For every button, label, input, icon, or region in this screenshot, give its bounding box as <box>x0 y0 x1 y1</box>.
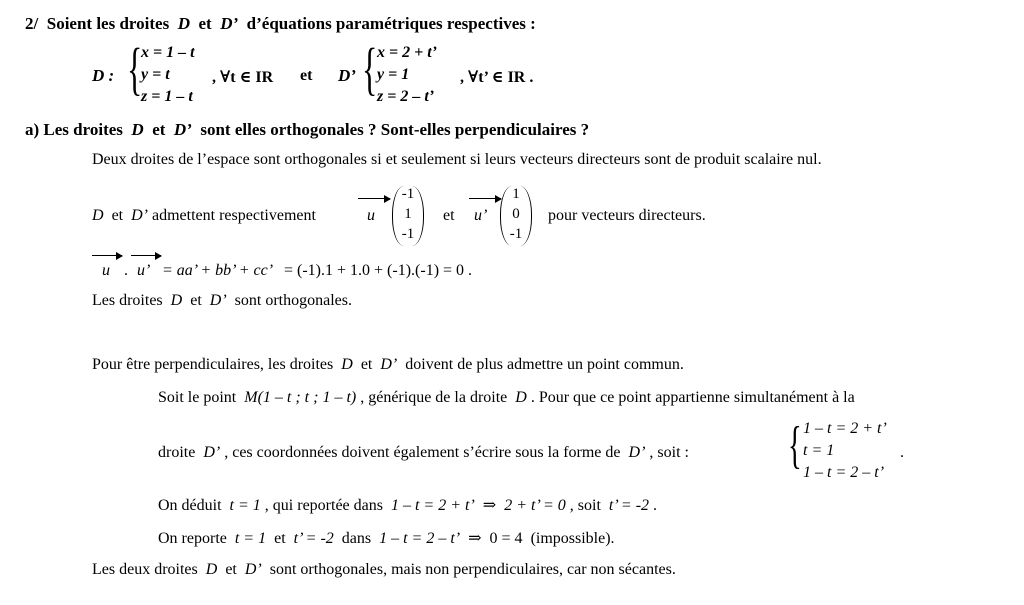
system-Dp-brace: { <box>362 36 378 101</box>
perp-intro-post: doivent de plus admettre un point commun. <box>405 356 684 373</box>
heading-number: 2/ <box>25 14 39 33</box>
point-line-D: D <box>515 389 527 406</box>
system-Dp-eq2: y = 1 <box>377 66 410 83</box>
coordinates-post: , soit : <box>649 444 689 461</box>
u-component-z: -1 <box>401 226 415 242</box>
dot-formula-numeric: = (-1).1 + 1.0 + (-1).(-1) = 0 . <box>284 262 473 279</box>
deduce-result: 2 + t’ = 0 <box>504 497 566 514</box>
report-et: et <box>274 530 286 547</box>
equation-system-end: . <box>900 444 904 461</box>
final-et: et <box>225 561 237 578</box>
report-t-value: t = 1 <box>234 530 267 547</box>
deduce-pre: On déduit <box>158 497 222 514</box>
line-Dp: D’ <box>220 14 239 33</box>
point-line-post: . Pour que ce point appartienne simultanément à la <box>530 389 855 406</box>
coordinates-Dp-2: D’ <box>628 444 646 461</box>
question-a <box>25 120 589 140</box>
vectors-intro <box>92 207 316 225</box>
deduction-line <box>158 495 657 515</box>
conclusion-orth-pre: Les droites <box>92 292 163 309</box>
line-D: D <box>177 14 190 33</box>
final-Dp: D’ <box>244 561 262 578</box>
coordinates-text <box>158 444 689 462</box>
deduce-soit: , soit <box>569 497 601 514</box>
perp-intro-pre: Pour être perpendiculaires, les droites <box>92 356 334 373</box>
system-D-brace: { <box>127 36 143 101</box>
point-line-mid: , générique de la droite <box>360 389 508 406</box>
deduce-end: . <box>653 497 658 514</box>
final-D: D <box>205 561 218 578</box>
heading-text: Soient les droites <box>46 14 170 33</box>
conclusion-orth-D: D <box>170 292 183 309</box>
perp-intro-Dp: D’ <box>380 356 398 373</box>
dot-u: u <box>102 262 110 279</box>
question-a-text: a) Les droites <box>25 120 123 139</box>
equation-system-eq3: 1 – t = 2 – t’ <box>803 464 885 481</box>
report-impossible: (impossible). <box>530 530 615 547</box>
vector-u: u <box>367 207 375 224</box>
equation-system-eq2: t = 1 <box>803 442 835 459</box>
equation-system-eq1: 1 – t = 2 + t’ <box>803 420 887 437</box>
up-component-y: 0 <box>512 206 520 222</box>
report-equation: 1 – t = 2 – t’ <box>379 530 461 547</box>
perpendicular-intro <box>92 356 684 374</box>
final-conclusion <box>92 561 676 579</box>
deduce-equation: 1 – t = 2 + t’ <box>390 497 475 514</box>
dot-up: u’ <box>137 262 151 279</box>
question-a-et: et <box>152 120 166 139</box>
system-connector: et <box>300 67 313 84</box>
deduce-mid: , qui reportée dans <box>264 497 383 514</box>
vector-up: u’ <box>474 207 488 224</box>
perp-intro-et: et <box>360 356 373 373</box>
deduce-t-value: t = 1 <box>229 497 261 514</box>
conclusion-orth-et: et <box>190 292 202 309</box>
dot-formula-general: = aa’ + bb’ + cc’ <box>162 262 274 279</box>
system-D-label: D : <box>92 66 115 85</box>
deduce-final: t’ = -2 <box>608 497 650 514</box>
generic-point-M: M(1 – t ; t ; 1 – t) <box>244 389 357 406</box>
system-Dp-eq1: x = 2 + t’ <box>377 44 438 61</box>
up-component-z: -1 <box>509 226 523 242</box>
coordinates-pre: droite <box>158 444 196 461</box>
up-component-x: 1 <box>512 186 520 202</box>
system-D-eq2: y = t <box>141 66 170 83</box>
dot-arrow-up <box>131 255 161 256</box>
final-post: sont orthogonales, mais non perpendiculaires, car non sécantes. <box>269 561 676 578</box>
system-Dp-eq3: z = 2 – t’ <box>377 88 435 105</box>
vectors-Dp: D’ <box>131 207 148 224</box>
u-component-y: 1 <box>404 206 412 222</box>
dot-operator: . <box>124 262 128 279</box>
vectors-admettent: admettent respectivement <box>152 207 316 224</box>
point-line-pre: Soit le point <box>158 389 237 406</box>
conclusion-orthogonal <box>92 292 352 310</box>
conclusion-orth-Dp: D’ <box>209 292 227 309</box>
implies-icon-2: ⇒ <box>468 530 482 547</box>
dot-arrow-u <box>92 255 122 256</box>
system-Dp-quantifier: , ∀t’ ∈ IR . <box>460 69 534 86</box>
report-pre: On reporte <box>158 530 227 547</box>
vectors-et-2: et <box>443 207 455 224</box>
system-D-quantifier: , ∀t ∈ IR <box>212 69 274 86</box>
vector-arrow-up <box>469 198 501 199</box>
vector-up-matrix <box>500 186 532 246</box>
vector-u-matrix <box>392 186 424 246</box>
final-pre: Les deux droites <box>92 561 198 578</box>
heading-text-end: d’équations paramétriques respectives : <box>246 14 536 33</box>
question-a-D: D <box>131 120 144 139</box>
system-D-eq1: x = 1 – t <box>141 44 195 61</box>
question-a-Dp: D’ <box>173 120 192 139</box>
system-Dp-label: D’ <box>338 66 356 85</box>
orthogonality-definition: Deux droites de l’espace sont orthogonales si et seulement si leurs vecteurs directeurs sont de produit scalaire nul. <box>92 151 822 168</box>
vectors-suffix: pour vecteurs directeurs. <box>548 207 706 224</box>
equation-system-brace: { <box>788 417 802 474</box>
implies-icon: ⇒ <box>482 497 497 514</box>
conclusion-orth-post: sont orthogonales. <box>234 292 352 309</box>
report-dans: dans <box>341 530 372 547</box>
exercise-heading <box>25 14 536 34</box>
coordinates-mid: , ces coordonnées doivent également s’écrire sous la forme de <box>224 444 621 461</box>
coordinates-Dp: D’ <box>203 444 221 461</box>
generic-point-line <box>158 389 855 407</box>
vectors-D: D <box>92 207 104 224</box>
question-a-text-end: sont elles orthogonales ? Sont-elles perpendiculaires ? <box>200 120 590 139</box>
report-result: 0 = 4 <box>489 530 523 547</box>
substitution-line <box>158 528 615 548</box>
system-D-eq3: z = 1 – t <box>141 88 193 105</box>
report-tp-value: t’ = -2 <box>293 530 334 547</box>
u-component-x: -1 <box>401 186 415 202</box>
heading-et: et <box>198 14 212 33</box>
perp-intro-D: D <box>341 356 353 373</box>
vectors-et: et <box>111 207 124 224</box>
vector-arrow-u <box>358 198 390 199</box>
